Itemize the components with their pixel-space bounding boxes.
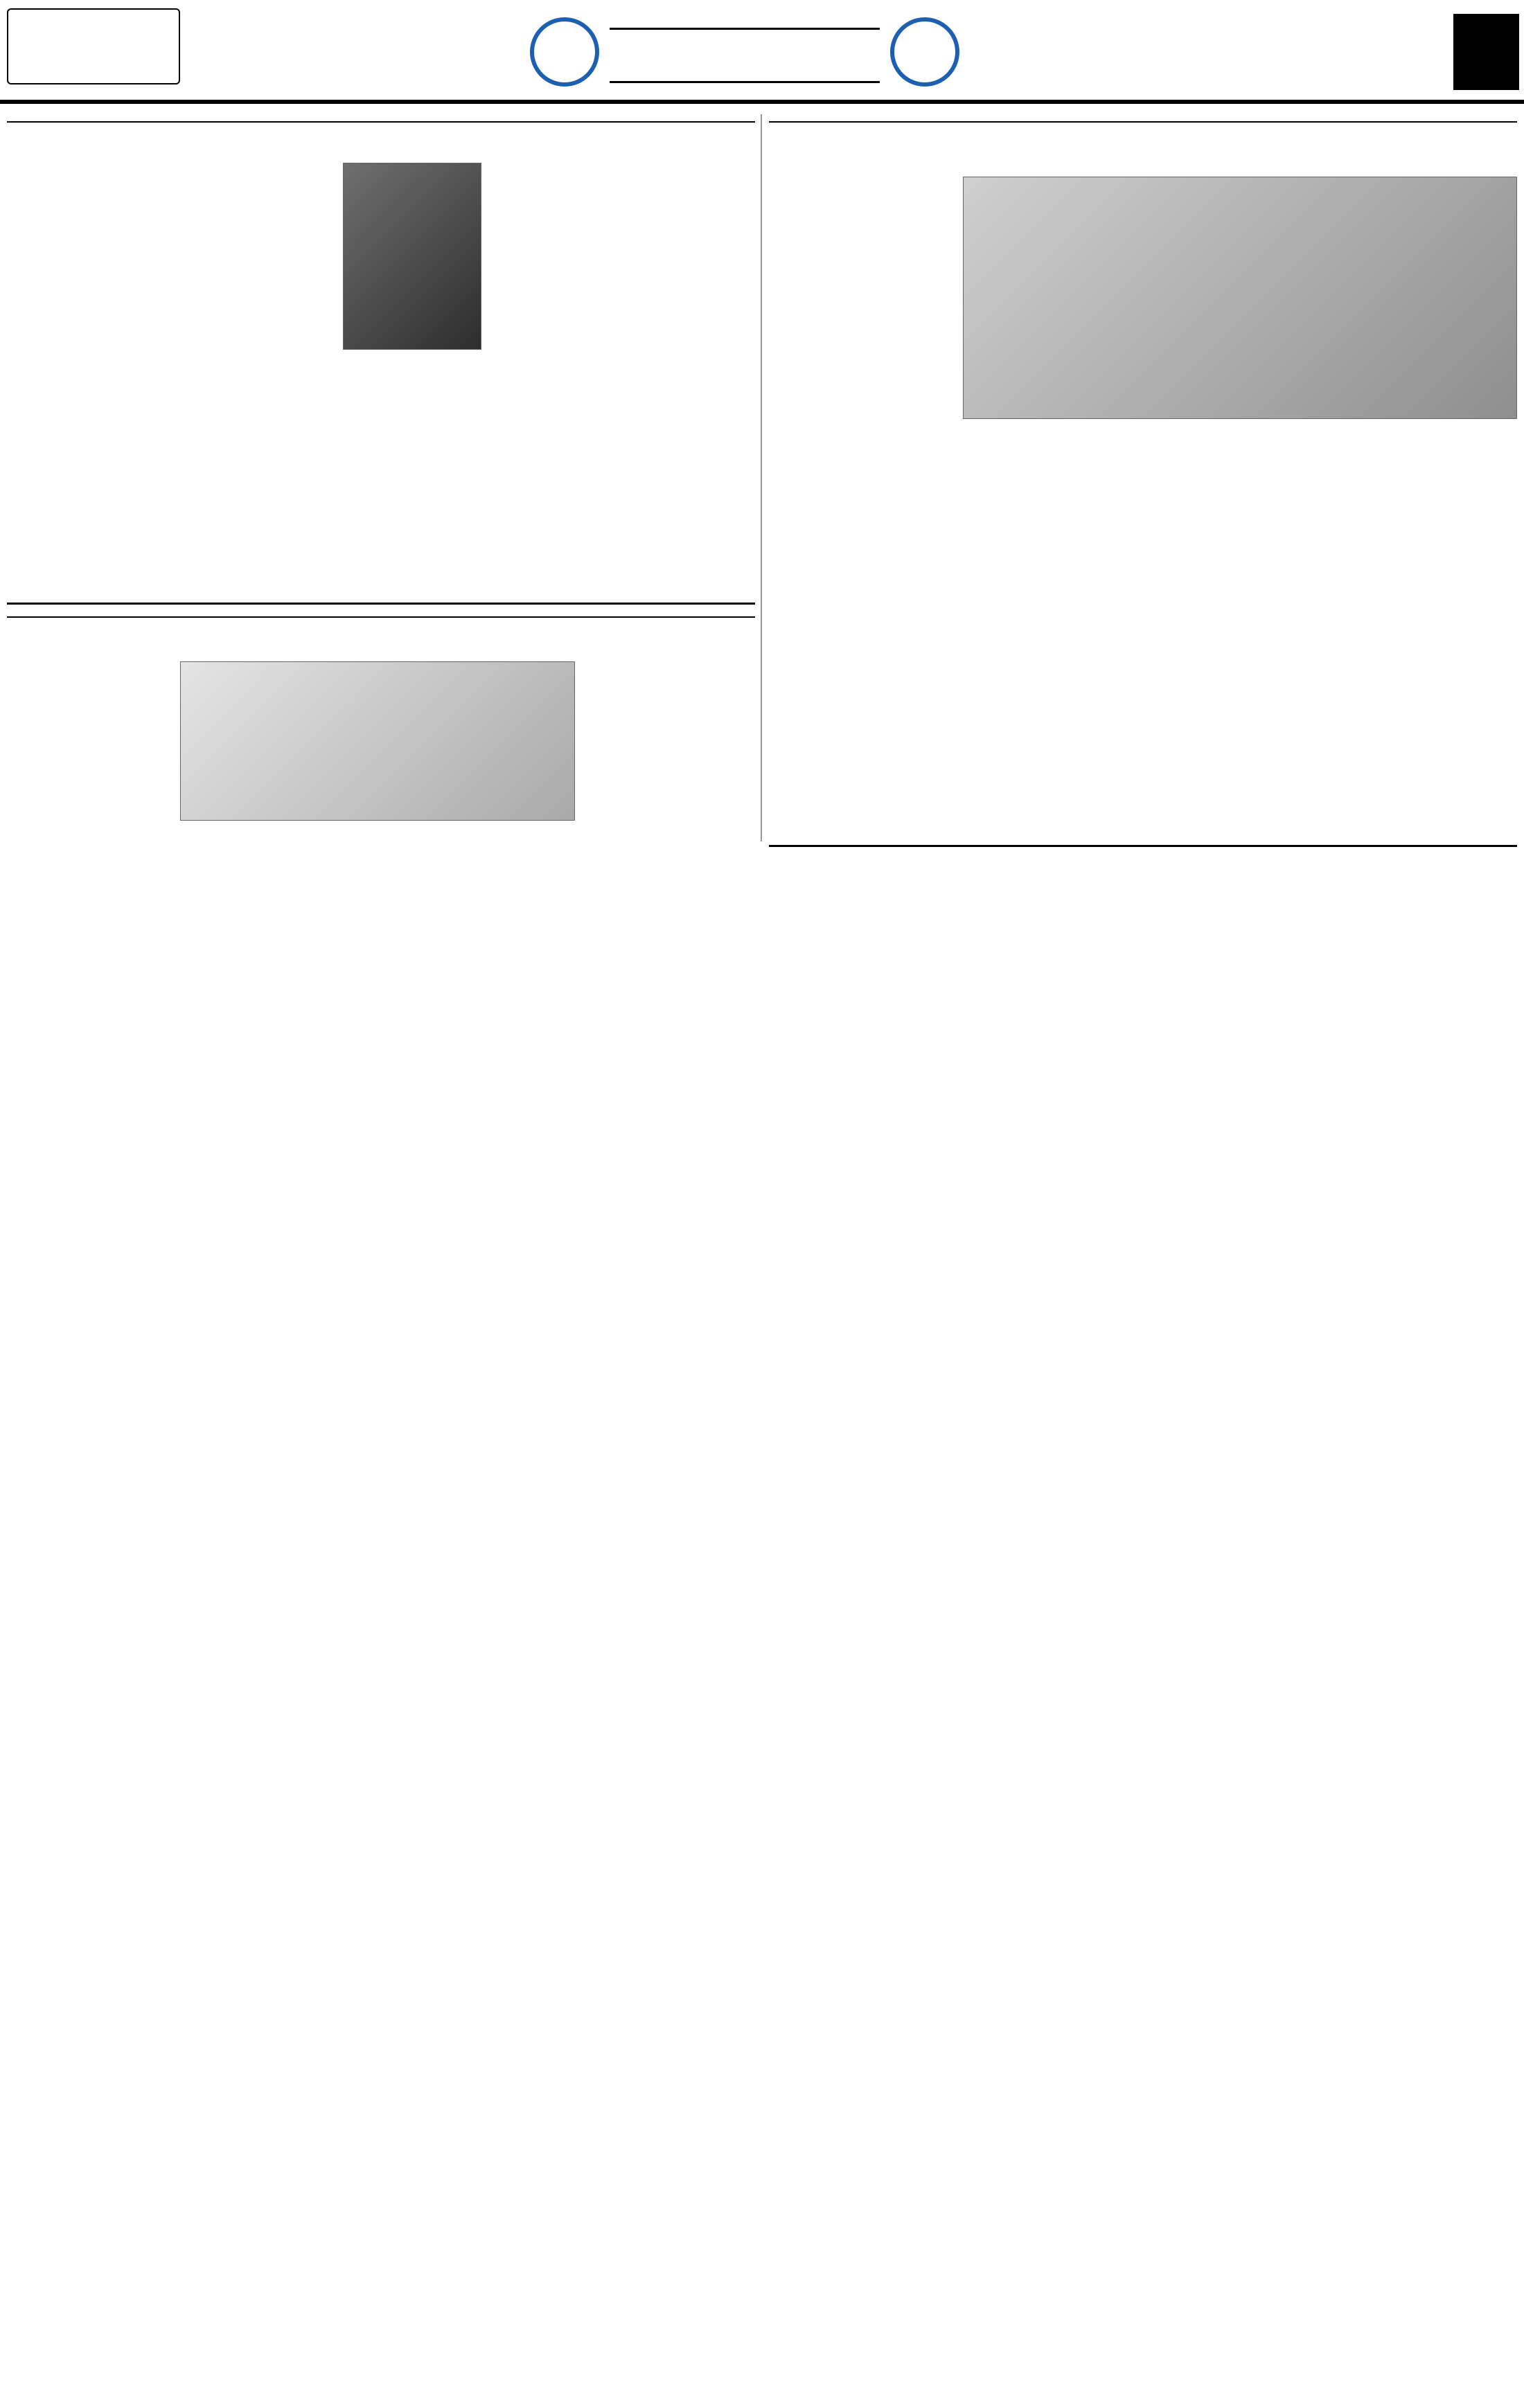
article-madina [7, 114, 755, 599]
article-body [492, 163, 755, 596]
issue-date [970, 24, 1448, 80]
press-conference-photo [963, 177, 1517, 419]
article-body [585, 661, 755, 966]
section-rule [7, 603, 755, 605]
article-headline [7, 114, 755, 123]
logo-circle-left [530, 17, 599, 87]
article-body [7, 163, 333, 596]
article-huquq-main [769, 609, 1517, 970]
logo-circle-right [890, 17, 959, 87]
education-event-photo [180, 661, 575, 821]
article-body [180, 828, 575, 966]
article-headline [769, 114, 1517, 123]
article-body [769, 177, 952, 419]
masthead [0, 0, 1524, 104]
paper-logo [7, 8, 180, 84]
page-number [1453, 14, 1519, 90]
article-body [7, 661, 170, 966]
section-title [610, 28, 880, 83]
article-headline [7, 609, 755, 618]
article-education [7, 609, 755, 970]
column-divider [761, 114, 762, 841]
speaker-portrait [343, 163, 481, 350]
article-body [343, 357, 481, 596]
